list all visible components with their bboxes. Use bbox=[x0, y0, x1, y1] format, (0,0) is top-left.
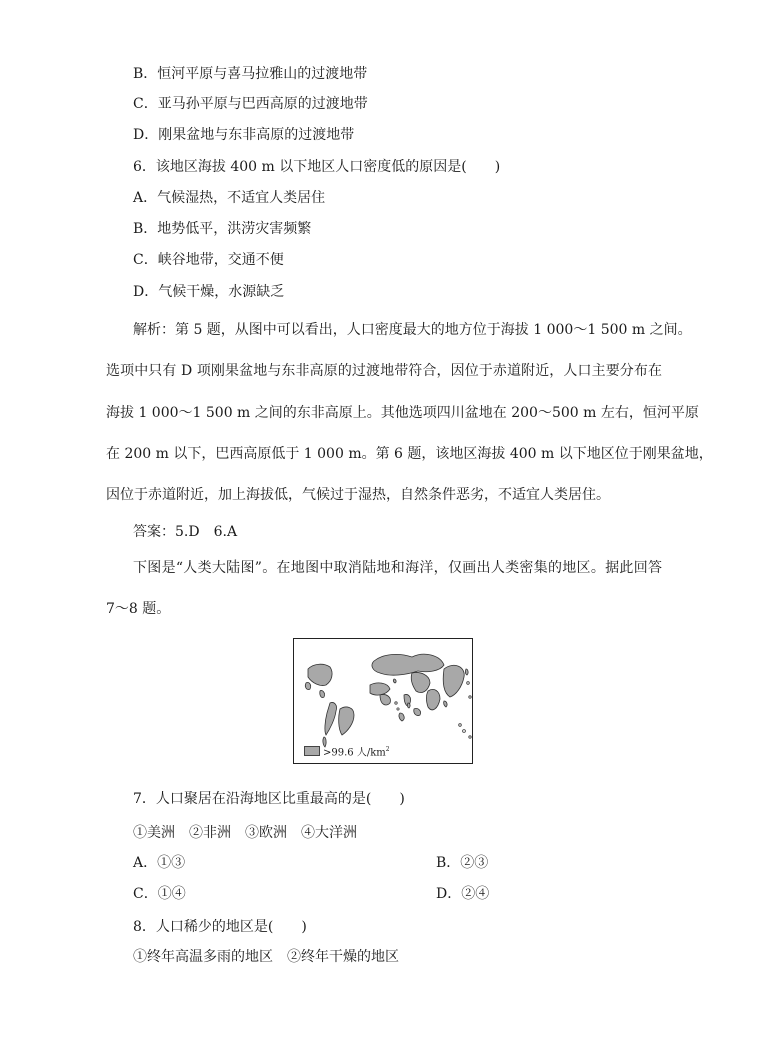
region-mediterranean bbox=[370, 683, 390, 695]
marker-africa-2 bbox=[397, 708, 399, 710]
q5-option-d: D．刚果盆地与东非高原的过渡地带 bbox=[133, 127, 355, 143]
q7-option-c: C．①④ bbox=[133, 886, 186, 902]
analysis-line-5: 因位于赤道附近，加上海拔低，气候过于湿热，自然条件恶劣，不适宜人类居住。 bbox=[106, 487, 610, 503]
analysis-line-1: 解析：第 5 题，从图中可以看出，人口密度最大的地方位于海拔 1 000～1 500 m 之间。 bbox=[133, 322, 692, 338]
marker-africa-1 bbox=[395, 702, 397, 704]
human-continent-map bbox=[293, 638, 473, 764]
q7-stem: 7．人口聚居在沿海地区比重最高的是( ) bbox=[133, 791, 405, 807]
q7-choices: ①美洲 ②非洲 ③欧洲 ④大洋洲 bbox=[133, 825, 357, 841]
q6-stem: 6．该地区海拔 400 m 以下地区人口密度低的原因是( ) bbox=[133, 159, 501, 175]
region-island-2 bbox=[393, 679, 396, 683]
marker-pacific-2 bbox=[469, 696, 471, 698]
marker-pacific-5 bbox=[469, 736, 471, 738]
region-north-america-west bbox=[305, 682, 310, 689]
region-india bbox=[427, 689, 441, 709]
answer-line: 答案：5.D 6.A bbox=[133, 524, 238, 540]
region-indonesia bbox=[414, 708, 421, 715]
q6-option-a: A．气候湿热，不适宜人类居住 bbox=[133, 190, 326, 206]
intro-line-2: 7～8 题。 bbox=[106, 601, 171, 617]
q6-option-d: D．气候干燥，水源缺乏 bbox=[133, 284, 285, 300]
analysis-line-3: 海拔 1 000～1 500 m 之间的东非高原上。其他选项四川盆地在 200～500 m 左右，恒河平原 bbox=[106, 405, 699, 421]
q7-option-a: A．①③ bbox=[133, 855, 186, 871]
q8-choices: ①终年高温多雨的地区 ②终年干燥的地区 bbox=[133, 949, 399, 965]
marker-pacific-4 bbox=[463, 730, 466, 733]
region-europe-russia bbox=[372, 654, 444, 675]
q7-option-d: D．②④ bbox=[436, 886, 490, 902]
legend-label: >99.6 人$/km^2$ bbox=[323, 745, 390, 758]
q6-option-b: B．地势低平，洪涝灾害频繁 bbox=[133, 221, 312, 237]
map-legend bbox=[304, 744, 390, 759]
region-central-america bbox=[320, 690, 325, 697]
region-japan bbox=[465, 669, 468, 675]
region-indochina bbox=[444, 701, 447, 707]
analysis-line-2: 选项中只有 D 项刚果盆地与东非高原的过渡地带符合，因位于赤道附近，人口主要分布在 bbox=[106, 363, 662, 379]
region-southern-africa bbox=[399, 713, 404, 721]
legend-swatch bbox=[304, 746, 320, 756]
region-brazil-coast bbox=[339, 707, 354, 735]
analysis-line-4: 在 200 m 以下，巴西高原低于 1 000 m。第 6 题，该地区海拔 400 m 以下地区位于刚果盆地， bbox=[106, 446, 713, 462]
q7-option-b: B．②③ bbox=[436, 855, 489, 871]
region-east-asia bbox=[443, 665, 464, 697]
q5-option-c: C．亚马孙平原与巴西高原的过渡地带 bbox=[133, 96, 368, 112]
region-west-africa bbox=[380, 694, 390, 704]
region-island-1 bbox=[407, 703, 410, 708]
region-middle-east bbox=[411, 672, 430, 692]
marker-pacific-3 bbox=[459, 724, 462, 727]
intro-line-1: 下图是“人类大陆图”。在地图中取消陆地和海洋，仅画出人类密集的地区。据此回答 bbox=[133, 560, 662, 576]
marker-pacific-1 bbox=[467, 682, 470, 685]
region-south-america-east bbox=[325, 702, 337, 735]
q6-option-c: C．峡谷地带，交通不便 bbox=[133, 252, 284, 268]
q5-option-b: B．恒河平原与喜马拉雅山的过渡地带 bbox=[133, 66, 368, 82]
q8-stem: 8．人口稀少的地区是( ) bbox=[133, 919, 307, 935]
region-north-america-east bbox=[308, 664, 332, 685]
